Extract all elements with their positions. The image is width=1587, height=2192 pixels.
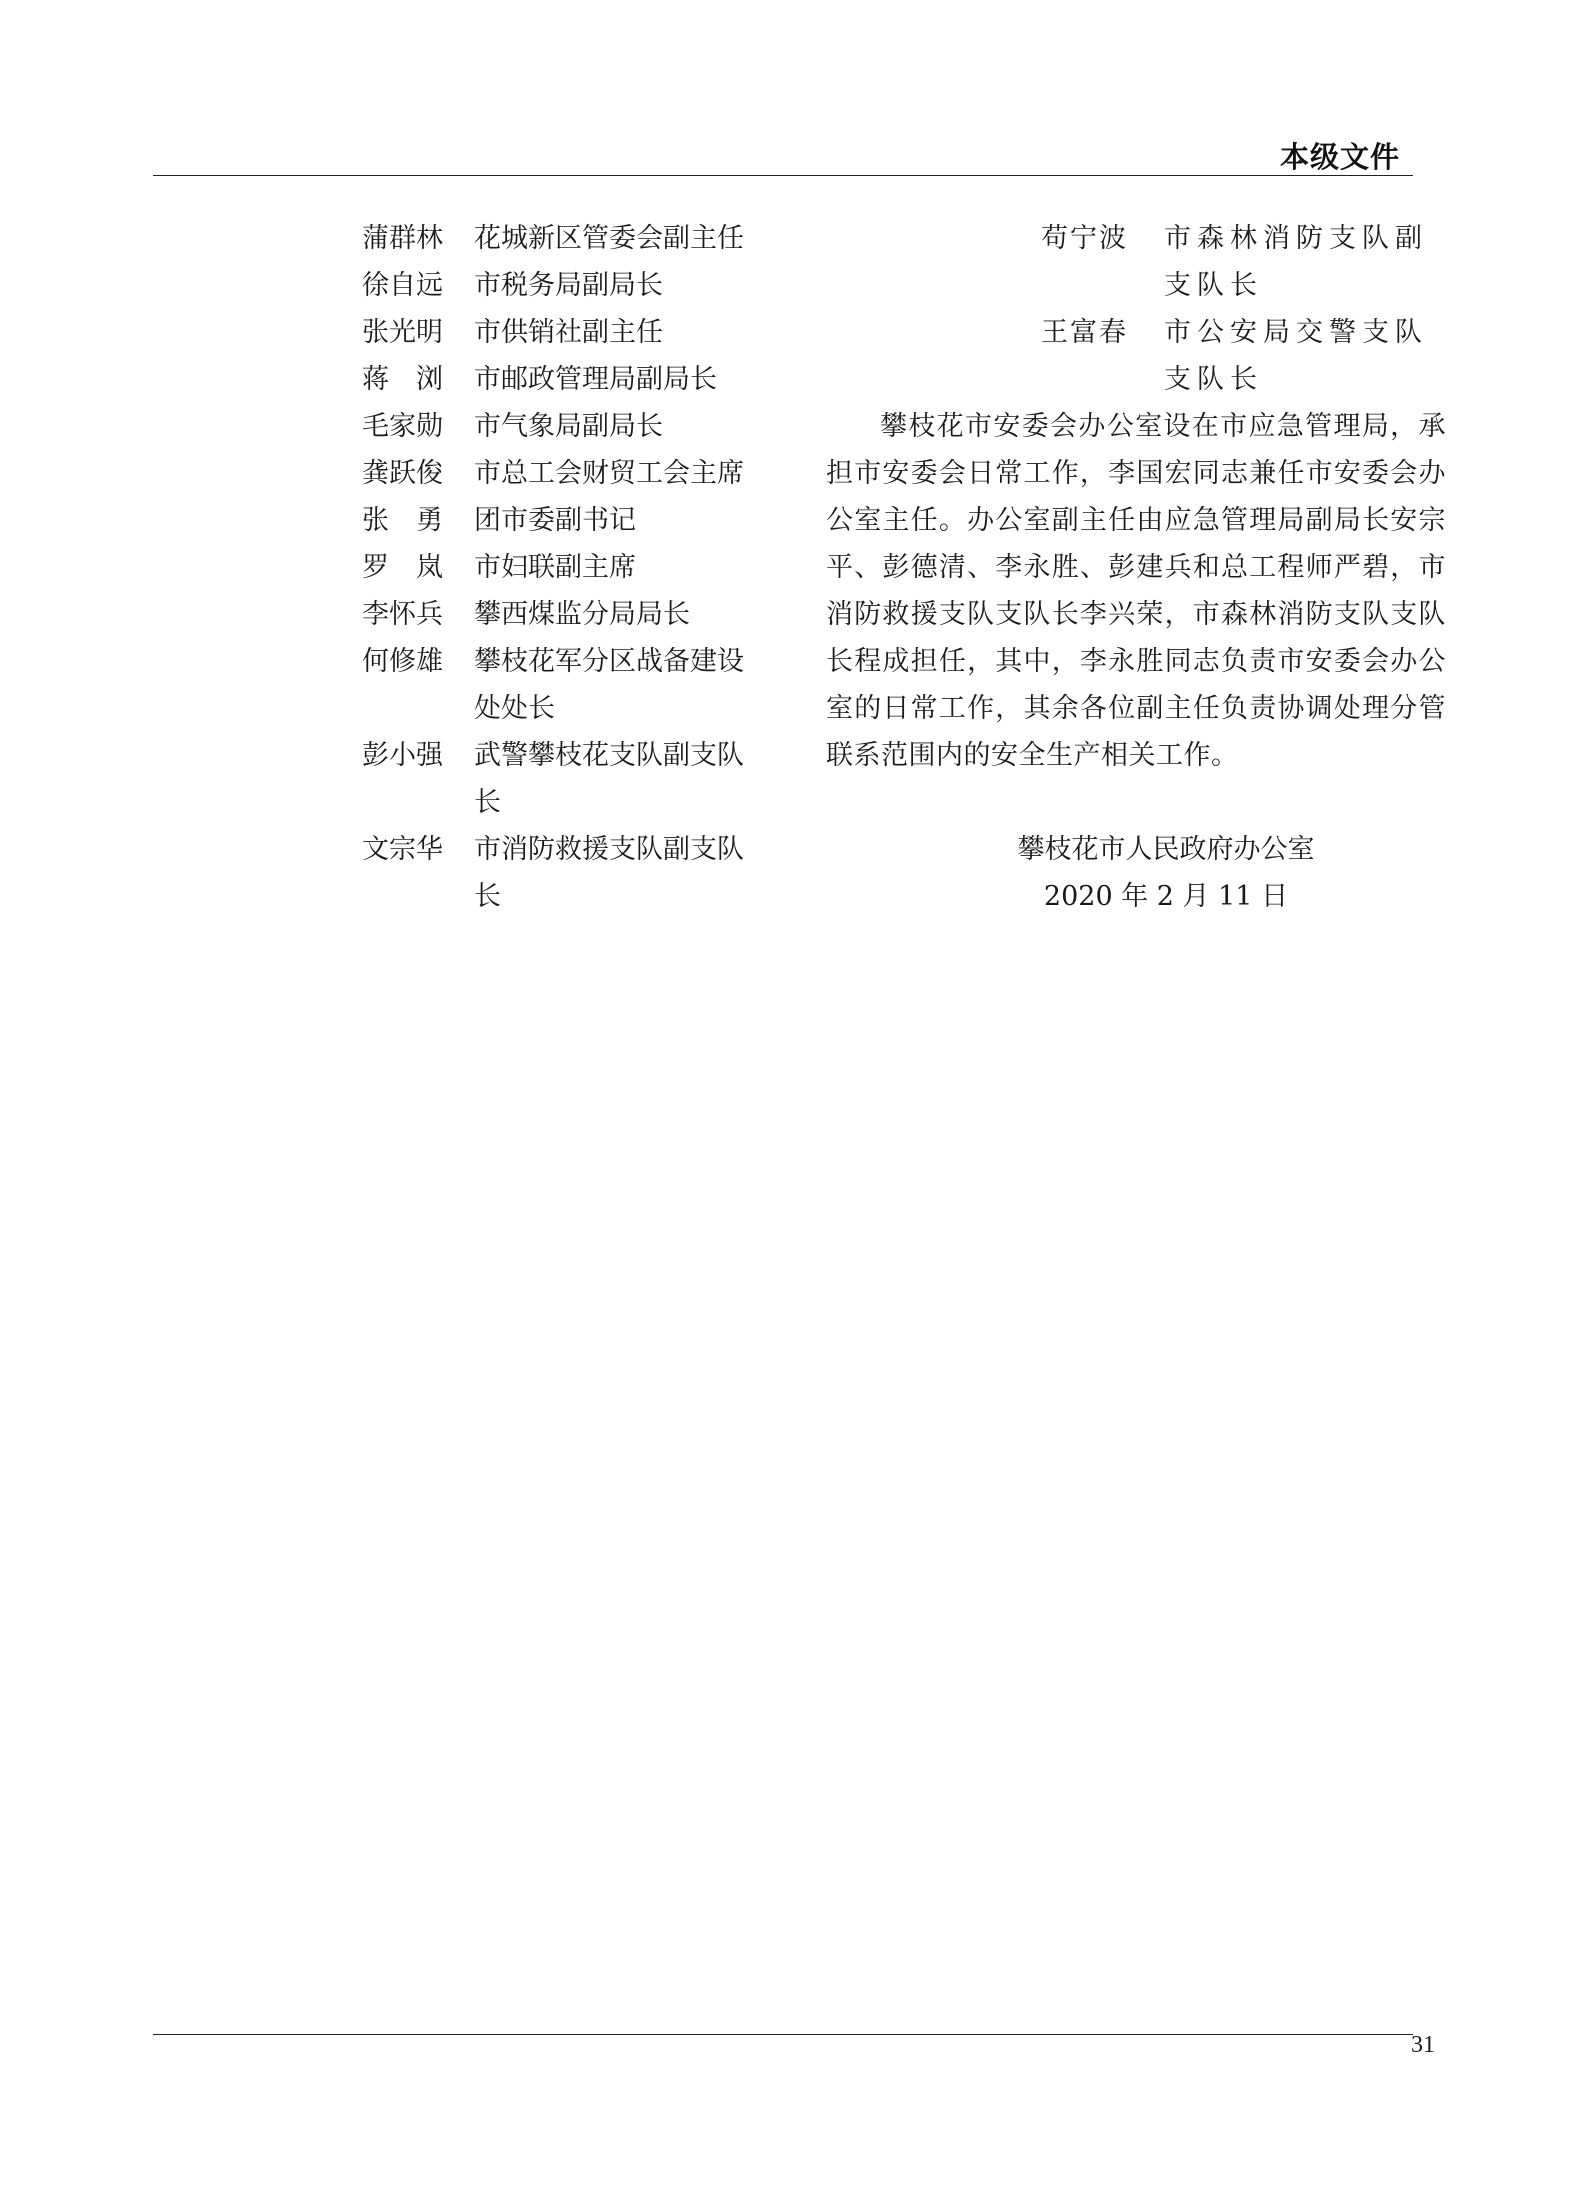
member-name: 彭小强 (362, 740, 443, 771)
member-row (362, 732, 762, 826)
member-name: 蒋 浏 (362, 364, 443, 395)
member-row (362, 215, 762, 262)
member-role: 市消防救援支队副支队长 (474, 834, 744, 912)
signature-org: 攀枝花市人民政府办公室 (1017, 834, 1315, 865)
member-name: 何修雄 (362, 646, 443, 677)
member-name: 龚跃俊 (362, 458, 443, 489)
member-row (362, 497, 762, 544)
member-role: 攀西煤监分局局长 (474, 599, 690, 630)
member-role: 攀枝花军分区战备建设处处长 (474, 646, 744, 724)
signature-block (826, 826, 1446, 920)
header-divider (153, 175, 1413, 176)
member-role: 市邮政管理局副局长 (474, 364, 717, 395)
member-role: 武警攀枝花支队副支队长 (474, 740, 744, 818)
member-role: 市税务局副局长 (474, 270, 663, 301)
right-column (826, 215, 1446, 920)
member-row (362, 262, 762, 309)
member-row (362, 309, 762, 356)
member-row (362, 638, 762, 732)
member-name: 苟宁波 (1041, 223, 1128, 254)
member-role: 市供销社副主任 (474, 317, 663, 348)
member-row (362, 544, 762, 591)
member-row (362, 356, 762, 403)
member-row (362, 591, 762, 638)
section-title: 本级文件 (1279, 140, 1400, 174)
member-row (362, 450, 762, 497)
member-role: 市森林消防支队副支队长 (1164, 223, 1428, 301)
member-name: 罗 岚 (362, 552, 443, 583)
member-name: 李怀兵 (362, 599, 443, 630)
member-list-left (362, 215, 762, 920)
page-number: 31 (1411, 2032, 1435, 2058)
member-role: 市公安局交警支队支队长 (1164, 317, 1428, 395)
member-name: 蒲群林 (362, 223, 443, 254)
member-role: 市妇联副主席 (474, 552, 636, 583)
member-row (826, 309, 1446, 403)
member-row (362, 826, 762, 920)
body-paragraph: 攀枝花市安委会办公室设在市应急管理局，承担市安委会日常工作，李国宏同志兼任市安委会办公室主任。办公室副主任由应急管理局副局长安宗平、彭德清、李永胜、彭建兵和总工程师严碧，市消防救援支队支队长李兴荣，市森林消防支队支队长程成担任，其中，李永胜同志负责市安委会办公室的日常工作，其余各位副主任负责协调处理分管联系范围内的安全生产相关工作。 (826, 411, 1446, 771)
member-role: 市总工会财贸工会主席 (474, 458, 744, 489)
member-name: 毛家勋 (362, 411, 443, 442)
member-name: 张光明 (362, 317, 443, 348)
member-name: 文宗华 (362, 834, 443, 865)
member-role: 团市委副书记 (474, 505, 636, 536)
member-name: 张 勇 (362, 505, 443, 536)
member-role: 市气象局副局长 (474, 411, 663, 442)
footer-divider (153, 2034, 1413, 2035)
member-row (826, 215, 1446, 309)
member-name: 王富春 (1041, 317, 1128, 348)
member-row (362, 403, 762, 450)
member-name: 徐自远 (362, 270, 443, 301)
member-role: 花城新区管委会副主任 (474, 223, 744, 254)
signature-date: 2020 年 2 月 11 日 (1043, 881, 1289, 912)
